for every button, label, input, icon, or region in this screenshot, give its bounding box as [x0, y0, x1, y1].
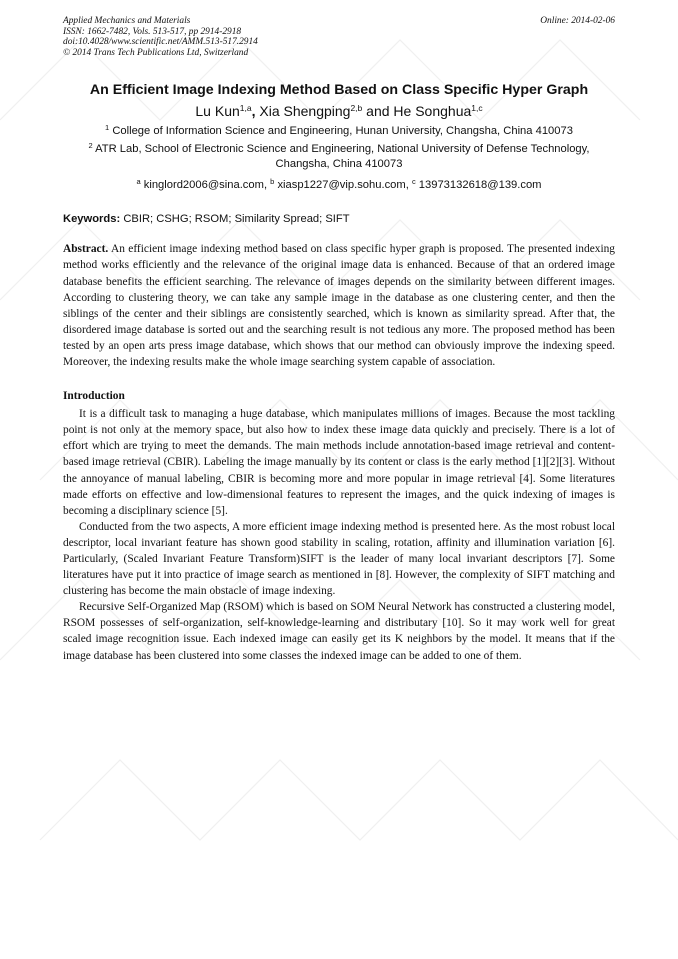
affiliation-1	[63, 124, 615, 139]
abstract-block	[63, 241, 615, 370]
author-affiliation-mark: 2,b	[350, 103, 363, 114]
abstract-label: Abstract.	[63, 243, 109, 256]
author-separator: ,	[251, 103, 260, 120]
author-name: Lu Kun	[195, 103, 240, 120]
keywords-line	[63, 212, 615, 227]
journal-header	[63, 16, 615, 58]
email-address: xiasp1227@vip.sohu.com,	[277, 179, 412, 192]
email-mark: b	[270, 177, 275, 187]
email-address: 13973132618@139.com	[418, 179, 542, 192]
author-separator: and	[362, 103, 394, 120]
affiliation-mark: 2	[88, 141, 93, 151]
journal-name: Applied Mechanics and Materials	[63, 16, 191, 26]
keywords-label: Keywords:	[63, 213, 121, 226]
paper-title: An Efficient Image Indexing Method Based on Class Specific Hyper Graph	[89, 82, 589, 99]
author-name: Xia Shengping	[259, 103, 351, 120]
author-affiliation-mark: 1,a	[239, 103, 252, 114]
email-mark: a	[136, 177, 141, 187]
author-name: He Songhua	[393, 103, 472, 120]
email-address: kinglord2006@sina.com,	[143, 179, 271, 192]
affiliation-mark: 1	[105, 123, 110, 133]
affiliation-text: ATR Lab, School of Electronic Science and Engineering, National University of Defense Technology, Changsha, China 410073	[95, 143, 590, 171]
author-affiliation-mark: 1,c	[471, 103, 483, 114]
intro-paragraph-3: Recursive Self-Organized Map (RSOM) which is based on SOM Neural Network has constructed a clustering model, RSOM possesses of self-organization, self-knowledge-learning and distributary [10]. So it may work well for great scaled image recognition issue. Each indexed image can easily get its K neighbors by the model. It means that if the image database has been clustered into some classes the indexed image can be added to one of them.	[63, 601, 615, 662]
author-list	[63, 102, 615, 121]
affiliation-2	[63, 142, 615, 172]
intro-paragraph-1: It is a difficult task to managing a huge database, which manipulates millions of images. Because the most tackling point is not only at the memory space, but also how to index these image data quickly and precisely. There is a lot of effort which are trying to meet the demands. The main methods include annotation-based image retrieval and content-based image retrieval (CBIR). Labeling the image manually by its content or class is the early method [1][2][3]. Without the annoyance of manual labeling, CBIR is becoming more and more popular in image retrieval [4]. Some literatures made efforts on effective and low-dimensional features to represent the images, and the quick indexing of images is becoming a disciplinary science [5].	[63, 408, 615, 517]
section-heading-introduction: Introduction	[63, 390, 125, 403]
email-mark: c	[411, 177, 416, 187]
doi-line: doi:10.4028/www.scientific.net/AMM.513-517.2914	[63, 37, 258, 48]
paper-page	[63, 16, 615, 664]
abstract-text: An efficient image indexing method based on class specific hyper graph is proposed. The presented indexing method works efficiently and the relevance of the original image data is enhanced. Because of that an ordered image database benefits the efficient searching. The relevance of images depends on the similarity between different images. According to clustering theory, we can take any sample image in the database as one clustering center, and then the siblings of the center and their siblings are consistently searched, which is known as similarity spread. After that, the disordered image database is sorted out and the searching result is not tedious any more. The proposed method has been tested by an open arts press image database, which shows that our method can obviously improve the indexing speed. Moreover, the indexing results make the whole image searching system capable of association.	[63, 243, 616, 369]
copyright-line: © 2014 Trans Tech Publications Ltd, Switzerland	[63, 47, 249, 58]
issn-line: ISSN: 1662-7482, Vols. 513-517, pp 2914-2918	[63, 26, 242, 37]
intro-paragraph-2: Conducted from the two aspects, A more efficient image indexing method is presented here. As the most robust local descriptor, local invariant feature has shown good stability in scaling, rotation, affinity and illumination variation [6]. Particularly, (Scaled Invariant Feature Transform)SIFT is the leader of many local invariant descriptors [7]. Some literatures have put it into practice of image search as mentioned in [8]. However, the complexity of SIFT matching and clustering has become the main obstacle of image indexing.	[63, 520, 615, 598]
online-date: Online: 2014-02-06	[540, 16, 615, 26]
email-list	[63, 178, 615, 193]
affiliation-text: College of Information Science and Engineering, Hunan University, Changsha, China 410073	[112, 125, 573, 138]
keywords-text: CBIR; CSHG; RSOM; Similarity Spread; SIFT	[123, 213, 350, 226]
